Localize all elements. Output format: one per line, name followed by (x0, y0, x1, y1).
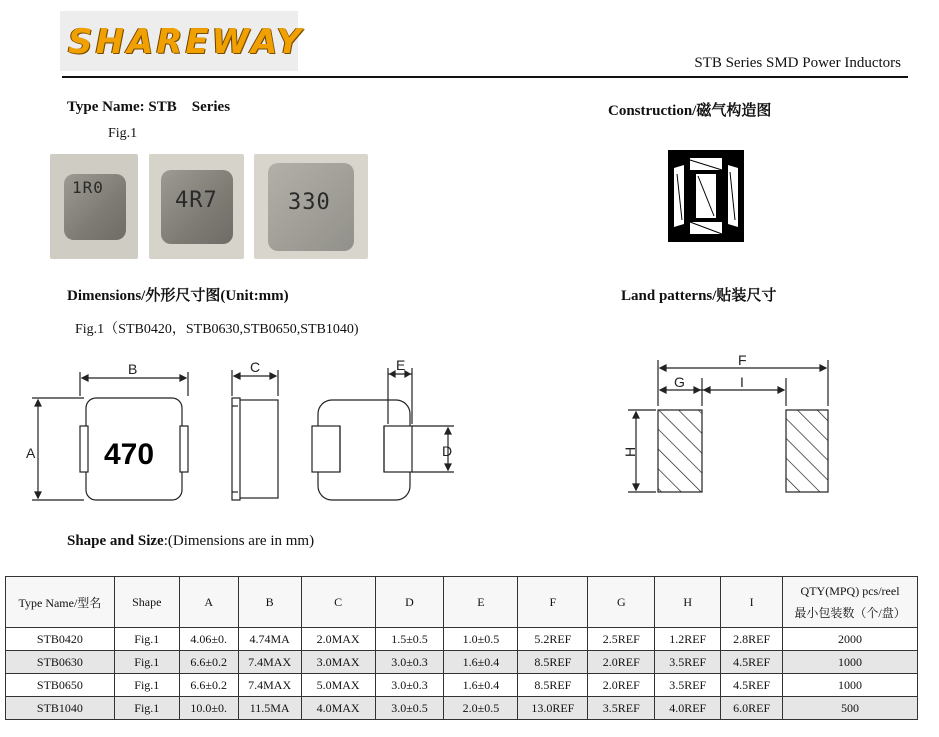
product-photo-1 (50, 154, 138, 259)
cell-e: 1.6±0.4 (444, 674, 518, 697)
cell-shape: Fig.1 (114, 697, 179, 720)
product-photo-3 (254, 154, 368, 259)
cell-e: 1.6±0.4 (444, 651, 518, 674)
photo-mark-1: 1R0 (72, 178, 104, 197)
construction-heading: Construction/磁气构造图 (608, 103, 772, 119)
cell-f: 8.5REF (518, 674, 588, 697)
header-h: H (655, 577, 721, 628)
cell-i: 6.0REF (721, 697, 783, 720)
cell-shape: Fig.1 (114, 674, 179, 697)
cell-i: 4.5REF (721, 674, 783, 697)
land-label-g: G (674, 374, 685, 390)
table-row (6, 697, 918, 720)
cell-qty: 1000 (783, 651, 918, 674)
cell-c: 2.0MAX (301, 628, 375, 651)
cell-h: 4.0REF (655, 697, 721, 720)
cell-i: 2.8REF (721, 628, 783, 651)
cell-g: 2.5REF (588, 628, 655, 651)
cell-c: 4.0MAX (301, 697, 375, 720)
cell-qty: 1000 (783, 674, 918, 697)
header-a: A (179, 577, 238, 628)
cell-f: 5.2REF (518, 628, 588, 651)
fig-label: Fig.1 (108, 126, 138, 141)
cell-d: 3.0±0.3 (375, 674, 444, 697)
land-label-i: I (740, 374, 744, 390)
series-title: STB Series SMD Power Inductors (694, 55, 901, 71)
header-qty-line1: QTY(MPQ) pcs/reel (800, 584, 900, 598)
cell-c: 3.0MAX (301, 651, 375, 674)
header-rule (62, 76, 908, 78)
cell-d: 3.0±0.3 (375, 651, 444, 674)
cell-qty: 500 (783, 697, 918, 720)
header-qty-line2: 最小包装数（个/盘） (794, 606, 906, 620)
shape-size-heading (67, 533, 314, 550)
shape-size-note: :(Dimensions are in mm) (163, 533, 315, 549)
dim-label-b: B (128, 361, 138, 377)
header-b: B (238, 577, 301, 628)
cell-qty: 2000 (783, 628, 918, 651)
cell-g: 2.0REF (588, 674, 655, 697)
header-type-name: Type Name/型名 (6, 577, 115, 628)
cell-e: 1.0±0.5 (444, 628, 518, 651)
table-row (6, 674, 918, 697)
cell-c: 5.0MAX (301, 674, 375, 697)
header-i: I (721, 577, 783, 628)
cell-a: 6.6±0.2 (179, 651, 238, 674)
shape-size-title: Shape and Size (67, 533, 164, 549)
header-c: C (301, 577, 375, 628)
land-label-h: H (622, 446, 638, 457)
shareway-logo: SHAREWAY (68, 22, 304, 62)
photo-mark-2: 4R7 (175, 188, 218, 213)
cell-shape: Fig.1 (114, 628, 179, 651)
cell-g: 3.5REF (588, 697, 655, 720)
product-photo-2 (149, 154, 244, 259)
header-qty (783, 577, 918, 628)
table-row (6, 628, 918, 651)
cell-f: 8.5REF (518, 651, 588, 674)
construction-diagram (668, 150, 744, 242)
photo-mark-3: 330 (288, 190, 331, 215)
cell-b: 7.4MAX (238, 674, 301, 697)
header-d: D (375, 577, 444, 628)
land-patterns-heading: Land patterns/贴装尺寸 (621, 288, 777, 304)
dim-label-d: D (442, 443, 453, 459)
type-name-heading: Type Name: STB Series (67, 99, 231, 115)
header-g: G (588, 577, 655, 628)
cell-a: 10.0±0. (179, 697, 238, 720)
header-e: E (444, 577, 518, 628)
cell-g: 2.0REF (588, 651, 655, 674)
cell-b: 7.4MAX (238, 651, 301, 674)
top-view-marking: 470 (104, 438, 155, 471)
cell-e: 2.0±0.5 (444, 697, 518, 720)
cell-f: 13.0REF (518, 697, 588, 720)
cell-shape: Fig.1 (114, 651, 179, 674)
cell-i: 4.5REF (721, 651, 783, 674)
cell-type: STB0630 (6, 651, 115, 674)
land-label-f: F (738, 352, 747, 368)
dimensions-unit: (Unit:mm) (220, 288, 289, 304)
land-patterns-drawing (618, 350, 838, 500)
spec-table (5, 576, 918, 720)
cell-h: 1.2REF (655, 628, 721, 651)
table-header-row (6, 577, 918, 628)
cell-type: STB0420 (6, 628, 115, 651)
dimensions-drawing (22, 352, 462, 512)
cell-d: 3.0±0.5 (375, 697, 444, 720)
cell-h: 3.5REF (655, 651, 721, 674)
cell-type: STB1040 (6, 697, 115, 720)
cell-d: 1.5±0.5 (375, 628, 444, 651)
dim-label-e: E (396, 357, 406, 373)
cell-b: 11.5MA (238, 697, 301, 720)
dimensions-heading (67, 284, 289, 305)
dim-label-a: A (26, 445, 36, 461)
cell-type: STB0650 (6, 674, 115, 697)
table-row (6, 651, 918, 674)
cell-a: 6.6±0.2 (179, 674, 238, 697)
cell-a: 4.06±0. (179, 628, 238, 651)
cell-b: 4.74MA (238, 628, 301, 651)
dimensions-fig-caption: Fig.1（STB0420，STB0630,STB0650,STB1040) (75, 322, 359, 337)
header-shape: Shape (114, 577, 179, 628)
dim-label-c: C (250, 359, 261, 375)
header-f: F (518, 577, 588, 628)
cell-h: 3.5REF (655, 674, 721, 697)
dimensions-title: Dimensions/外形尺寸图 (67, 288, 221, 304)
